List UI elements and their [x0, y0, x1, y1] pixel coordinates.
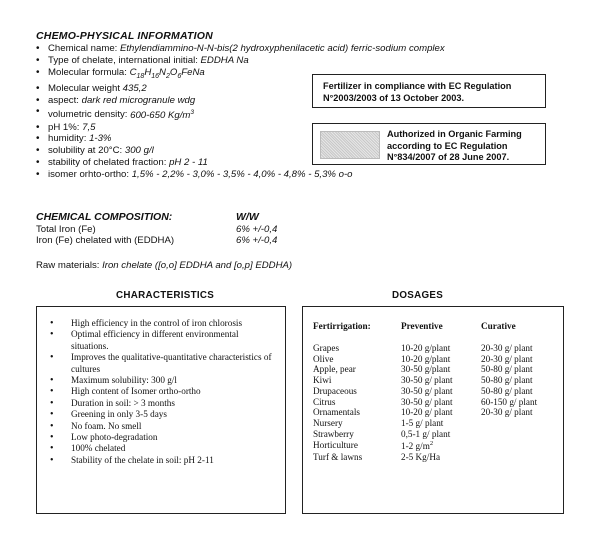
- horticulture-dose: 1-2 $g/m^2$: [401, 440, 434, 452]
- chemo-item: • stability of chelated fraction: pH 2 - 11: [36, 157, 576, 169]
- dosages-title: DOSAGES: [392, 290, 444, 301]
- dosage-row: Grapes 10-20 g/plant 20-30 g/ plant: [313, 343, 533, 353]
- characteristic-item: • Greening in only 3-5 days: [71, 409, 277, 420]
- dosage-header-row: [313, 321, 537, 343]
- dosage-row: Turf & lawns 2-5 Kg/Ha: [313, 452, 441, 463]
- chemo-item: • Molecular formula: $C_{18}H_{16}N_2O_6FeNa$: [36, 67, 576, 83]
- density-value: 600-650 $Kg/m^3$: [130, 108, 194, 121]
- organic-badge-line: Authorized in Organic Farming: [387, 129, 522, 139]
- header-fertirrigation: Fertirrigation:: [313, 321, 371, 331]
- composition-unit: W/W: [236, 211, 259, 223]
- characteristics-box: [36, 306, 286, 514]
- characteristic-item: • Duration in soil: > 3 months: [71, 398, 277, 409]
- characteristic-item: • High efficiency in the control of iron chlorosis: [71, 318, 277, 329]
- dosage-row: Ornamentals 10-20 g/ plant 20-30 g/ plant: [313, 407, 533, 418]
- characteristic-item: • Stability of the chelate in soil: pH 2-11: [71, 455, 277, 466]
- characteristic-item: • 100% chelated: [71, 443, 277, 454]
- chemical-composition: [36, 212, 336, 247]
- chemo-item: • Molecular weight 435,2: [36, 83, 576, 95]
- dosage-row: Apple, pear 30-50 g/plant 50-80 g/ plant: [313, 364, 533, 375]
- raw-materials: Raw materials: Iron chelate ([o,o] EDDHA and [o,p] EDDHA): [36, 260, 293, 271]
- dosage-row: Olive 10-20 g/plant 20-30 g/ plant: [313, 353, 533, 364]
- chemo-item: • humidity: 1-3%: [36, 133, 576, 145]
- characteristics-title: CHARACTERISTICS: [116, 290, 215, 301]
- dosage-row: Citrus 30-50 g/ plant 60-150 g/ plant: [313, 396, 538, 407]
- ec-regulation-badge: [312, 74, 546, 108]
- chemo-item: • Type of chelate, international initial: EDDHA Na: [36, 55, 576, 67]
- dosages-box: [302, 306, 564, 514]
- composition-header: [36, 212, 336, 224]
- characteristic-item: • Optimal efficiency in different environmental situations.: [71, 329, 277, 352]
- organic-badge-line: according to EC Regulation: [387, 140, 508, 151]
- chemo-item: • aspect: dark red microgranule wdg: [36, 95, 576, 107]
- header-curative: Curative: [481, 321, 516, 331]
- characteristic-item: • No foam. No smell: [71, 421, 277, 432]
- composition-row: Iron (Fe) chelated with (EDDHA) 6% +/-0,4: [36, 235, 278, 247]
- characteristic-item: • Low photo-degradation: [71, 432, 277, 443]
- dosage-row: Drupaceous 30-50 g/ plant 50-80 g/ plant: [313, 385, 533, 396]
- organic-logo-icon: [320, 131, 380, 159]
- chemo-item: • solubility at 20°C: 300 g/l: [36, 145, 576, 157]
- characteristic-item: • High content of Isomer ortho-ortho: [71, 386, 277, 397]
- chemo-item: • pH 1%: 7,5: [36, 122, 576, 134]
- dosage-table: [313, 321, 537, 463]
- composition-title: CHEMICAL COMPOSITION:: [36, 211, 173, 223]
- chemo-item: • volumetric density: 600-650 $Kg/m^3$: [36, 106, 576, 121]
- dosage-row: Strawberry 0,5-1 g/ plant: [313, 428, 451, 439]
- organic-farming-badge: [312, 123, 546, 165]
- ec-badge-line: Fertilizer in compliance with EC Regulation: [323, 81, 512, 91]
- molecular-formula: $C_{18}H_{16}N_2O_6FeNa$: [129, 66, 205, 80]
- chemo-item: • Chemical name: Ethylendiammino-N-N-bis(2 hydroxyphenilacetic acid) ferric-sodium complex: [36, 43, 576, 55]
- composition-row: Total Iron (Fe) 6% +/-0,4: [36, 223, 278, 235]
- chemo-physical-title: CHEMO-PHYSICAL INFORMATION: [36, 30, 213, 42]
- characteristic-item: • Maximum solubility: 300 g/l: [71, 375, 277, 386]
- dosage-row: Kiwi 30-50 g/ plant 50-80 g/ plant: [313, 375, 533, 386]
- ec-badge-line: N°2003/2003 of 13 October 2003.: [323, 92, 465, 103]
- dosage-row: Horticulture 1-2 $g/m^2$: [313, 439, 537, 452]
- organic-badge-line: N°834/2007 of 28 June 2007.: [387, 152, 510, 162]
- chemo-item: • isomer orhto-ortho: 1,5% - 2,2% - 3,0% - 3,5% - 4,0% - 4,8% - 5,3% o-o: [36, 169, 576, 181]
- characteristic-item: • Improves the qualitative-quantitative characteristics of cultures: [71, 352, 277, 375]
- dosage-row: Nursery 1-5 g/ plant: [313, 417, 444, 428]
- header-preventive: Preventive: [401, 321, 443, 331]
